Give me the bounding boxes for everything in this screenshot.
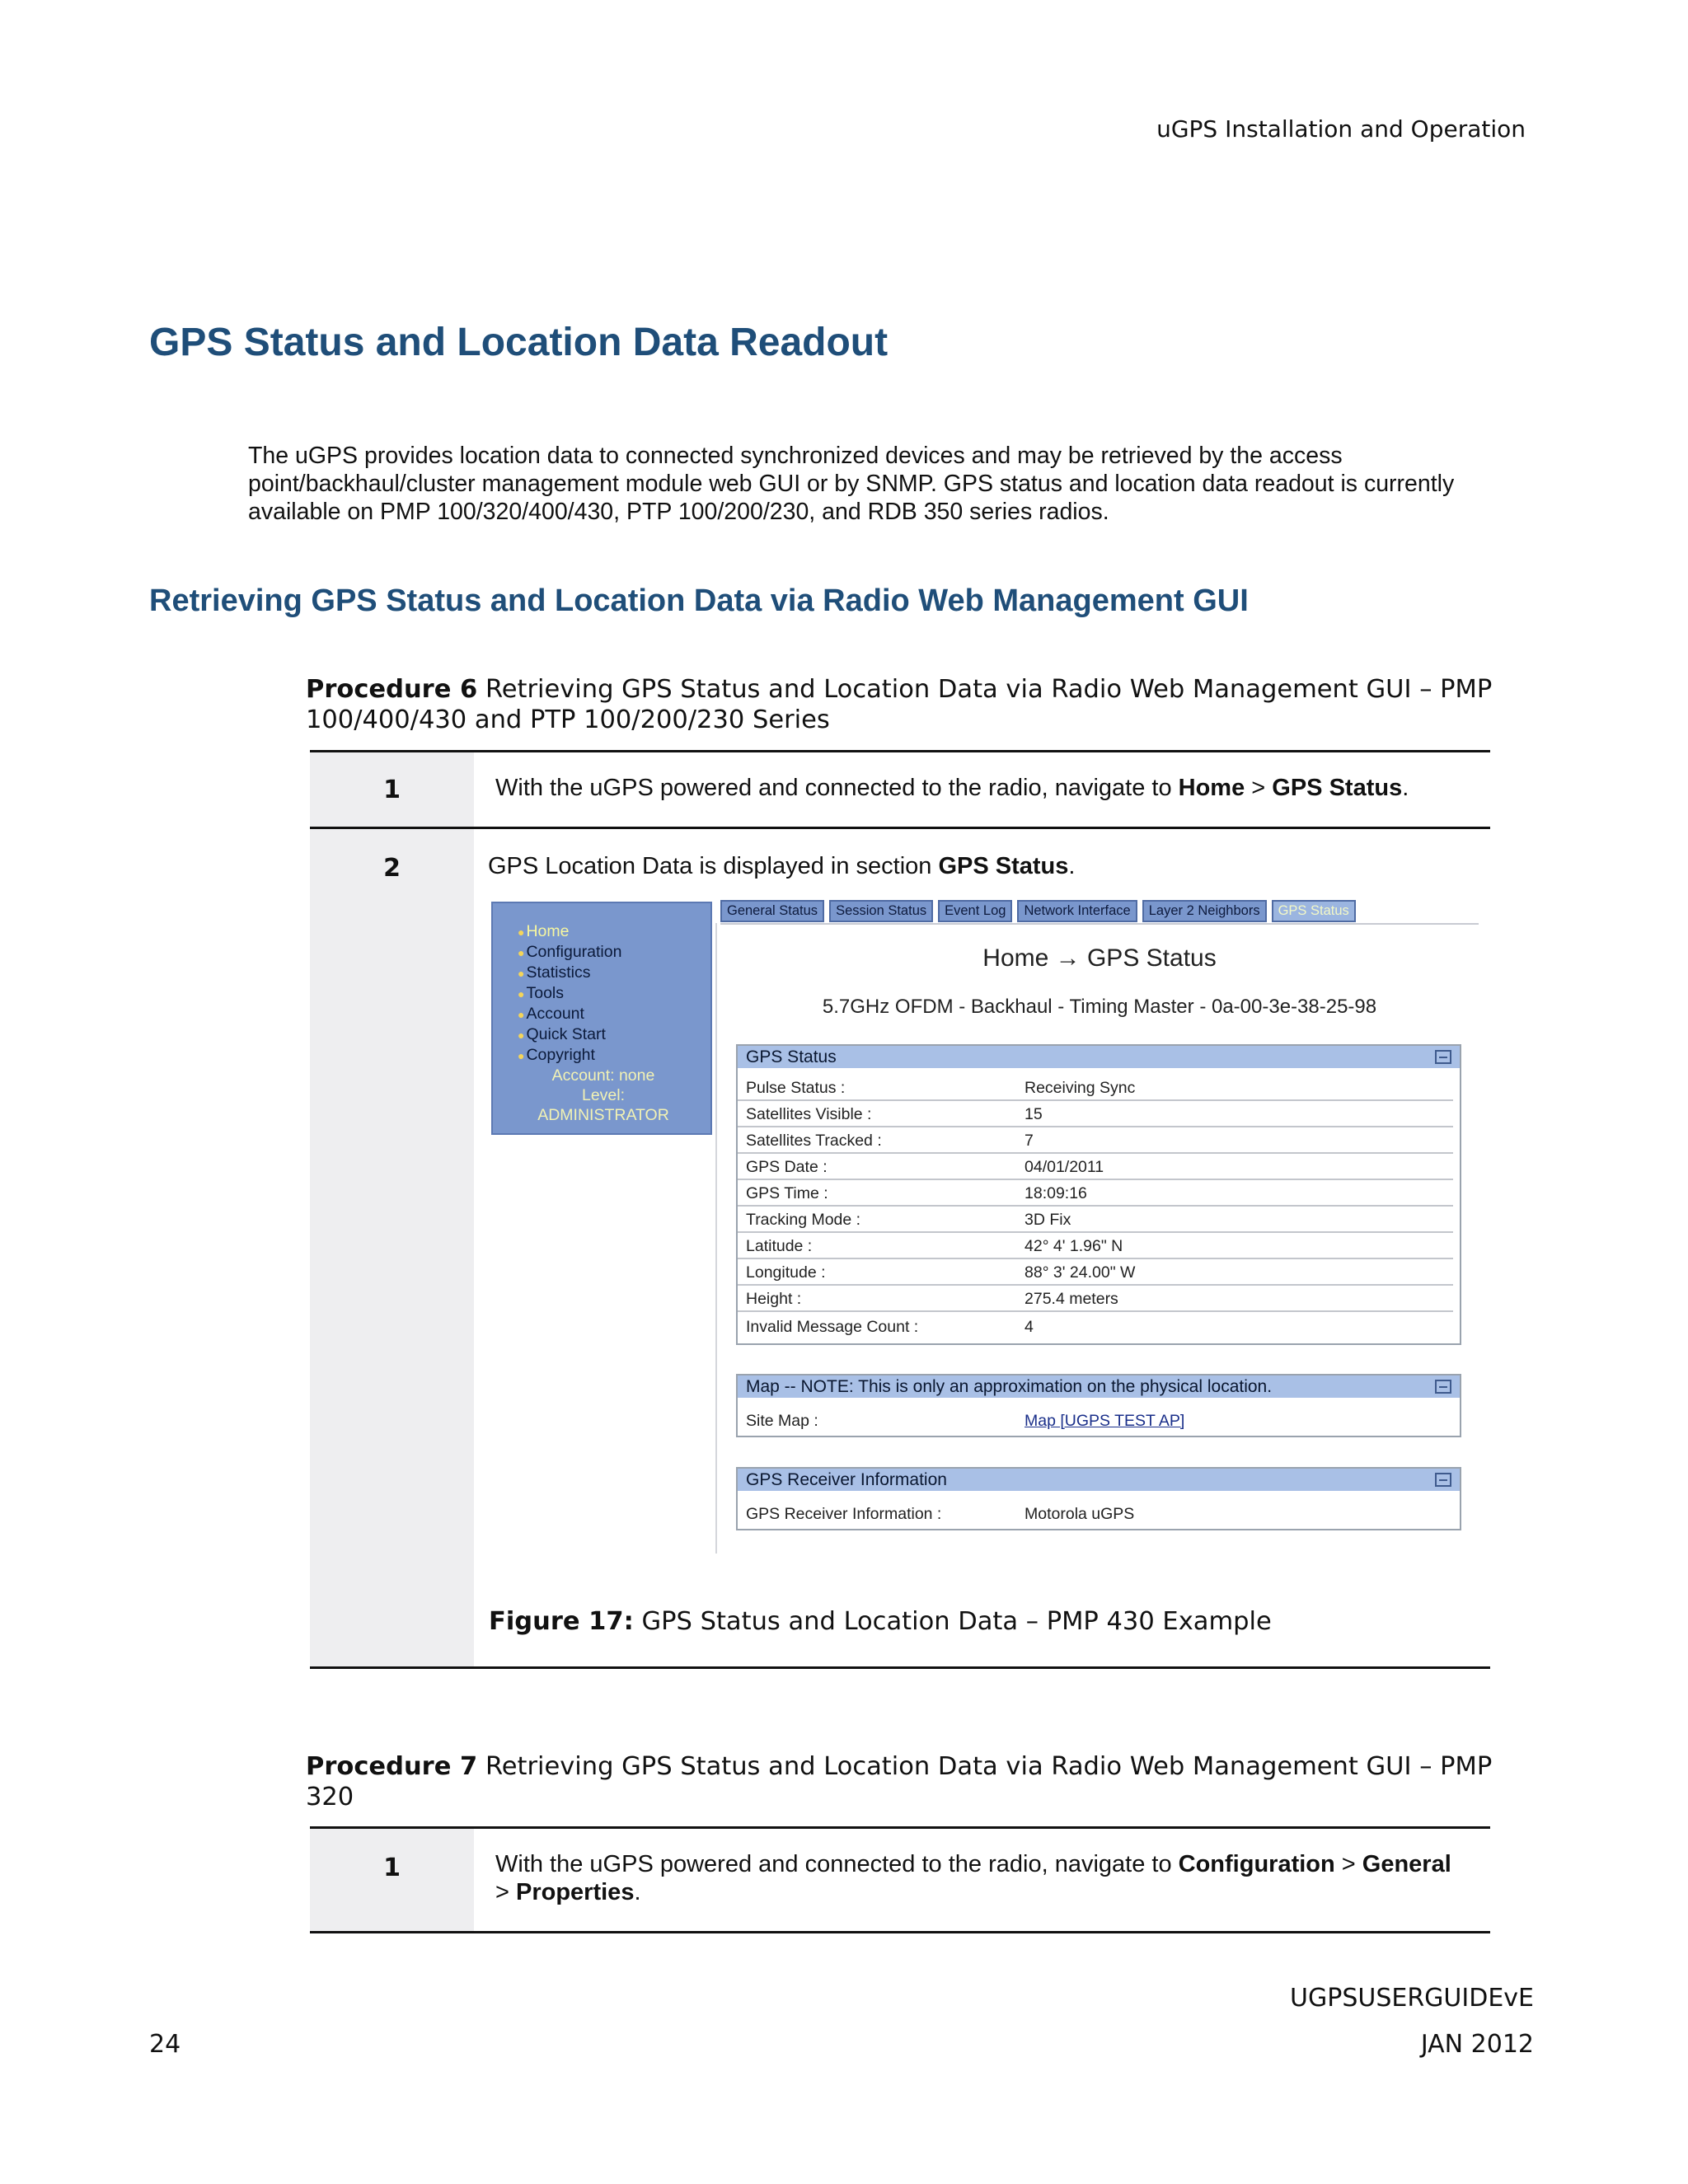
panel-title: Map -- NOTE: This is only an approximation on the physical location. — [746, 1376, 1273, 1396]
procedure-7-table — [310, 1826, 1490, 1933]
kv-value — [1025, 1412, 1453, 1436]
kv-value: 4 — [1025, 1318, 1034, 1336]
tab-gps-status[interactable]: GPS Status — [1272, 900, 1356, 922]
kv-key: Latitude : — [738, 1237, 1025, 1259]
site-map-link[interactable]: Map [UGPS TEST AP] — [1025, 1412, 1185, 1430]
bullet-icon: ● — [518, 946, 525, 959]
nav-item-statistics[interactable] — [518, 963, 710, 983]
kv-value: 15 — [1025, 1105, 1453, 1127]
kv-row — [738, 1127, 1460, 1154]
step-text-part: . — [634, 1879, 641, 1905]
step-text-part: . — [1068, 853, 1076, 879]
nav-label: Account — [526, 1005, 584, 1023]
nav-item-configuration[interactable] — [518, 942, 710, 963]
panel-header — [738, 1046, 1460, 1068]
kv-value: 88° 3' 24.00" W — [1025, 1263, 1453, 1286]
device-info: 5.7GHz OFDM - Backhaul - Timing Master - 0a-00-3e-38-25-98 — [822, 996, 1377, 1018]
panel-header — [738, 1469, 1460, 1491]
procedure-6-title: Retrieving GPS Status and Location Data via Radio Web Management GUI – PMP 100/400/430 and PTP 100/200/230 Series — [306, 675, 1493, 734]
bullet-icon: ● — [518, 1049, 525, 1062]
content-divider — [715, 923, 717, 1554]
bullet-icon: ● — [518, 1008, 525, 1021]
kv-value: 3D Fix — [1025, 1211, 1453, 1233]
kv-value: 275.4 meters — [1025, 1290, 1453, 1312]
procedure-6-step-1 — [310, 752, 1490, 827]
step-text-bold: Home — [1178, 775, 1245, 801]
tab-layer-2-neighbors[interactable]: Layer 2 Neighbors — [1142, 900, 1267, 922]
step-number: 1 — [310, 752, 474, 827]
kv-row — [738, 1180, 1460, 1207]
subsection-title: Retrieving GPS Status and Location Data via Radio Web Management GUI — [149, 583, 1249, 618]
web-gui-screenshot — [489, 898, 1482, 1554]
left-nav-panel — [491, 902, 712, 1135]
running-header: uGPS Installation and Operation — [1156, 115, 1526, 143]
kv-value: 18:09:16 — [1025, 1184, 1453, 1207]
nav-item-copyright[interactable] — [518, 1045, 710, 1066]
kv-key: Invalid Message Count : — [746, 1318, 919, 1336]
tab-event-log[interactable]: Event Log — [938, 900, 1012, 922]
map-panel — [736, 1374, 1461, 1437]
kv-key: Height : — [738, 1290, 1025, 1312]
footer-doc-id: UGPSUSERGUIDEvE — [1290, 1984, 1534, 2013]
panel-header — [738, 1376, 1460, 1398]
step-text — [474, 752, 1490, 827]
kv-row — [738, 1233, 1460, 1259]
nav-item-quick-start[interactable] — [518, 1024, 710, 1045]
step-text-bold: GPS Status — [938, 853, 1069, 879]
kv-key: Satellites Tracked : — [738, 1132, 1025, 1154]
tab-bar — [720, 900, 1356, 922]
kv-key: GPS Time : — [738, 1184, 1025, 1207]
step-text-part: > — [1245, 775, 1273, 801]
kv-key: Satellites Visible : — [738, 1105, 1025, 1127]
level-value: ADMINISTRATOR — [537, 1106, 669, 1124]
procedure-6-caption — [306, 674, 1542, 735]
footer-date: JAN 2012 — [1420, 2030, 1534, 2059]
step-text-bold: GPS Status — [1272, 775, 1403, 801]
procedure-7-label: Procedure 7 — [306, 1752, 478, 1781]
collapse-icon[interactable] — [1435, 1380, 1451, 1394]
tab-divider — [720, 923, 1479, 925]
nav-item-tools[interactable] — [518, 983, 710, 1004]
section-title: GPS Status and Location Data Readout — [149, 321, 889, 364]
page-heading: Home → GPS Status — [982, 944, 1217, 972]
figure-caption — [489, 1607, 1272, 1636]
kv-row — [738, 1259, 1460, 1286]
step-text-part: > — [495, 1879, 516, 1905]
kv-key: Pulse Status : — [738, 1079, 1025, 1101]
procedure-7-step-1 — [310, 1829, 1490, 1931]
nav-label: Statistics — [526, 963, 591, 982]
kv-key: GPS Receiver Information : — [746, 1505, 942, 1523]
account-line: Account: none — [551, 1066, 655, 1085]
step-number: 1 — [310, 1829, 474, 1931]
kv-row — [738, 1101, 1460, 1127]
bullet-icon: ● — [518, 967, 525, 980]
kv-key: GPS Date : — [738, 1158, 1025, 1180]
kv-key: Tracking Mode : — [738, 1211, 1025, 1233]
nav-item-home[interactable] — [518, 921, 710, 942]
step-text — [474, 1829, 1490, 1931]
kv-value: Receiving Sync — [1025, 1079, 1453, 1101]
kv-value: Motorola uGPS — [1025, 1505, 1135, 1523]
nav-label: Tools — [526, 984, 564, 1002]
tab-general-status[interactable]: General Status — [720, 900, 824, 922]
tab-session-status[interactable]: Session Status — [829, 900, 933, 922]
procedure-6-label: Procedure 6 — [306, 675, 478, 704]
kv-value: 04/01/2011 — [1025, 1158, 1453, 1180]
nav-label: Copyright — [526, 1046, 595, 1064]
kv-key: Longitude : — [738, 1263, 1025, 1286]
level-line: Level: — [581, 1086, 626, 1104]
step-text-bold: Properties — [516, 1879, 635, 1905]
nav-label: Quick Start — [526, 1025, 606, 1043]
intro-paragraph: The uGPS provides location data to connected synchronized devices and may be retrieved by the access point/backhaul/cluster management module web GUI or by SNMP. GPS status and location data readout is currently available on PMP 100/320/400/430, PTP 100/200/230, and RDB 350 series radios. — [248, 443, 1455, 525]
collapse-icon[interactable] — [1435, 1050, 1451, 1064]
tab-network-interface[interactable]: Network Interface — [1017, 900, 1137, 922]
procedure-7-title: Retrieving GPS Status and Location Data via Radio Web Management GUI – PMP 320 — [306, 1752, 1493, 1811]
bullet-icon: ● — [518, 1029, 525, 1042]
kv-row — [738, 1491, 1460, 1529]
kv-row — [738, 1398, 1460, 1436]
nav-label: Configuration — [526, 943, 622, 961]
panel-title: GPS Status — [746, 1047, 837, 1066]
panel-title: GPS Receiver Information — [746, 1469, 947, 1489]
step-text-bold: General — [1362, 1851, 1451, 1877]
kv-row — [738, 1207, 1460, 1233]
kv-row — [738, 1286, 1460, 1312]
step-text-part: GPS Location Data is displayed in section — [488, 853, 939, 879]
step-text-part: > — [1334, 1851, 1362, 1877]
step-number: 2 — [310, 829, 474, 1666]
gps-receiver-panel — [736, 1467, 1461, 1530]
kv-key: Site Map : — [746, 1412, 818, 1430]
page-number: 24 — [149, 2030, 181, 2059]
kv-row — [738, 1312, 1460, 1338]
figure-caption-text: GPS Status and Location Data – PMP 430 Example — [633, 1607, 1272, 1636]
kv-row — [738, 1075, 1460, 1101]
procedure-7-caption — [306, 1751, 1542, 1812]
nav-item-account[interactable] — [518, 1004, 710, 1024]
bullet-icon: ● — [518, 987, 525, 1001]
nav-label: Home — [526, 922, 570, 940]
gps-status-panel — [736, 1044, 1461, 1345]
step-text-part: . — [1402, 775, 1409, 801]
step-text-part: With the uGPS powered and connected to the radio, navigate to — [495, 1851, 1179, 1877]
figure-label: Figure 17: — [489, 1607, 634, 1636]
step-text-part: With the uGPS powered and connected to the radio, navigate to — [495, 775, 1179, 801]
bullet-icon: ● — [518, 926, 525, 939]
step-text-bold: Configuration — [1178, 1851, 1335, 1877]
kv-value: 42° 4' 1.96" N — [1025, 1237, 1453, 1259]
kv-value: 7 — [1025, 1132, 1453, 1154]
collapse-icon[interactable] — [1435, 1473, 1451, 1487]
kv-row — [738, 1154, 1460, 1180]
